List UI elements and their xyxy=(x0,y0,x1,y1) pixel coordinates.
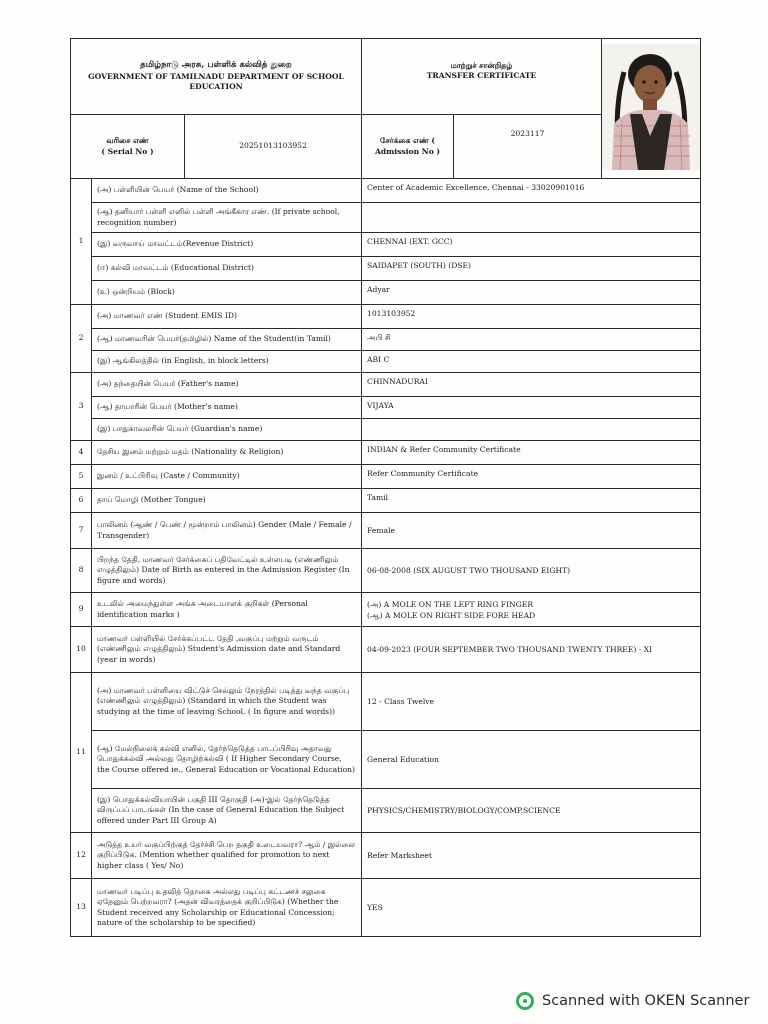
field-value: PHYSICS/CHEMISTRY/BIOLOGY/COMP.SCIENCE xyxy=(362,789,701,833)
field-value: 04-09-2023 (FOUR SEPTEMBER TWO THOUSAND TWENTY THREE) - XI xyxy=(362,627,701,673)
field-value: INDIAN & Refer Community Certificate xyxy=(362,441,701,465)
row-number-5: 5 xyxy=(71,465,92,489)
field-label: (அ) மாணவர் பள்ளியை விட்டுச் செல்லும் நேரத்தில் படித்து வந்த வகுப்பு (எண்ணிலும் எழுத்திலும்) (Standard in which the Student was studying at the time of leaving School. ( In figure and words)) xyxy=(92,673,362,731)
field-label: (உ) ஒன்றியம் (Block) xyxy=(92,281,362,305)
field-label: மாணவர் பள்ளியில் சேர்க்கப்பட்ட தேதி ,வகுப்பு மற்றும் வருடம் (எண்ணிலும் எழுத்திலும்) Student's Admission date and Standard (year in words) xyxy=(92,627,362,673)
department-tamil: தமிழ்நாடு அரசு, பள்ளிக் கல்வித் துறை xyxy=(140,60,292,71)
field-value: VIJAYA xyxy=(362,397,701,419)
field-label: (ஆ) மாணவரின் பெயர்(தமிழில்) Name of the Student(in Tamil) xyxy=(92,329,362,351)
field-label: (ஆ) தாயாரின் பெயர் (Mother's name) xyxy=(92,397,362,419)
row-number-9: 9 xyxy=(71,593,92,627)
field-value xyxy=(362,593,701,627)
field-value: General Education xyxy=(362,731,701,789)
scanner-watermark xyxy=(516,990,749,1012)
row-number-3: 3 xyxy=(71,373,92,441)
field-label: (ஆ) தனியார் பள்ளி எனில் பள்ளி அங்கீகார எண். (If private school, recognition number) xyxy=(92,203,362,233)
department-english: GOVERNMENT OF TAMILNADU DEPARTMENT OF SCHOOL EDUCATION xyxy=(88,72,344,92)
row-number-8: 8 xyxy=(71,549,92,593)
identification-mark-1: (அ) A MOLE ON THE LEFT RING FINGER xyxy=(367,600,534,610)
field-label: (அ) மாணவர் எண் (Student EMIS ID) xyxy=(92,305,362,329)
serial-label-tamil: வரிசை எண் xyxy=(106,136,149,146)
department-header xyxy=(71,39,362,115)
field-value: 12 - Class Twelve xyxy=(362,673,701,731)
field-value: Tamil xyxy=(362,489,701,513)
row-number-12: 12 xyxy=(71,833,92,879)
field-value: Refer Marksheet xyxy=(362,833,701,879)
transfer-certificate xyxy=(70,38,700,937)
field-value: அபி சி xyxy=(362,329,701,351)
field-value: SAIDAPET (SOUTH) (DSE) xyxy=(362,257,701,281)
field-label: (இ) பொதுக்கல்வியாயின் பகுதி III தொகுதி (அ)-இல் தேர்ந்தெடுத்த விருப்பப் பாடங்கள் (In the case of General Education the Subject offered under Part III Group A) xyxy=(92,789,362,833)
field-label: மாணவர் படிப்பு உதவித் தொகை அல்லது படிப்பு கட்டணச் சலுகை ஏதேனும் பெற்றவரா? (அதன் விவரத்தைக் குறிப்பிடுக) (Whether the Student received any Scholarship or Educational Concession; nature of the scholarship to be specified) xyxy=(92,879,362,937)
scanner-logo-icon xyxy=(516,992,534,1010)
row-number-11: 11 xyxy=(71,673,92,833)
identification-mark-2: (ஆ) A MOLE ON RIGHT SIDE FORE HEAD xyxy=(367,610,536,620)
certificate-english: TRANSFER CERTIFICATE xyxy=(426,71,537,81)
field-label: இனம் / உட்பிரிவு (Caste / Community) xyxy=(92,465,362,489)
field-value: CHENNAI (EXT. GCC) xyxy=(362,233,701,257)
row-number-1: 1 xyxy=(71,179,92,305)
field-value: ABI C xyxy=(362,351,701,373)
admission-number: 2023117 xyxy=(454,115,602,179)
field-value: 1013103952 xyxy=(362,305,701,329)
field-label: (அ) பள்ளியின் பெயர் (Name of the School) xyxy=(92,179,362,203)
row-number-13: 13 xyxy=(71,879,92,937)
field-value: YES xyxy=(362,879,701,937)
certificate-header xyxy=(362,39,602,115)
field-value: Refer Community Certificate xyxy=(362,465,701,489)
student-photo-cell xyxy=(602,39,701,179)
field-value: CHINNADURAI xyxy=(362,373,701,397)
admission-label-text: சேர்க்கை எண் ( Admission No ) xyxy=(375,136,441,156)
certificate-tamil: மாற்றுச் சான்றிதழ் xyxy=(450,61,513,70)
field-label: (இ) வருவாய் மாவட்டம்(Revenue District) xyxy=(92,233,362,257)
field-value: Female xyxy=(362,513,701,549)
serial-label-english: ( Serial No ) xyxy=(101,146,154,156)
student-photo xyxy=(602,44,700,170)
row-number-6: 6 xyxy=(71,489,92,513)
field-label: தேசிய இனம் மற்றும் மதம் (Nationality & Religion) xyxy=(92,441,362,465)
field-value: Center of Academic Excellence, Chennai - 33020901016 xyxy=(362,179,701,203)
field-value xyxy=(362,203,701,233)
field-label: (இ) பாதுகாவலரின் பெயர் (Guardian's name) xyxy=(92,419,362,441)
row-number-2: 2 xyxy=(71,305,92,373)
field-value: 06-08-2008 (SIX AUGUST TWO THOUSAND EIGHT) xyxy=(362,549,701,593)
field-label: தாய் மொழி (Mother Tongue) xyxy=(92,489,362,513)
serial-label xyxy=(71,115,185,179)
field-label: (இ) ஆங்கிலத்தில் (in English, in block letters) xyxy=(92,351,362,373)
field-value xyxy=(362,419,701,441)
row-number-4: 4 xyxy=(71,441,92,465)
certificate-table xyxy=(70,38,701,937)
field-label: (ஆ) மேல்நிலைக் கல்வி எனில், தேர்ந்தெடுத்த பாடப்பிரிவு அதாவது பொதுக்கல்வி அல்லது தொழிற்கல்வி ( If Higher Secondary Course, the Course offered ie., General Education or Vocational Education) xyxy=(92,731,362,789)
field-label: பாலினம் (ஆண் / பெண் / மூன்றாம் பாலினம்) Gender (Male / Female / Transgender) xyxy=(92,513,362,549)
field-label: அடுத்த உயர் வகுப்பிற்குத் தேர்ச்சி பெற தகுதி உடையவரா? ஆம் / இல்லை குறிப்பிடுக. (Mention whether qualified for promotion to next higher class ( Yes/ No) xyxy=(92,833,362,879)
field-label: (அ) தந்தையின் பெயர் (Father's name) xyxy=(92,373,362,397)
field-label: பிறந்த தேதி, மாணவர் சேர்க்கைப் பதிவேட்டில் உள்ளபடி (எண்ணிலும் எழுத்திலும்) Date of Birth as entered in the Admission Register (In figure and words) xyxy=(92,549,362,593)
field-value: Adyar xyxy=(362,281,701,305)
serial-number: 20251013103952 xyxy=(185,115,362,179)
scanner-text: Scanned with OKEN Scanner xyxy=(542,993,750,1009)
row-number-10: 10 xyxy=(71,627,92,673)
field-label: உடலில் அமைந்துள்ள அங்க அடையாளக் குறிகள் (Personal identification marks ) xyxy=(92,593,362,627)
row-number-7: 7 xyxy=(71,513,92,549)
admission-label xyxy=(362,115,454,179)
field-label: (ஈ) கல்வி மாவட்டம் (Educational District) xyxy=(92,257,362,281)
